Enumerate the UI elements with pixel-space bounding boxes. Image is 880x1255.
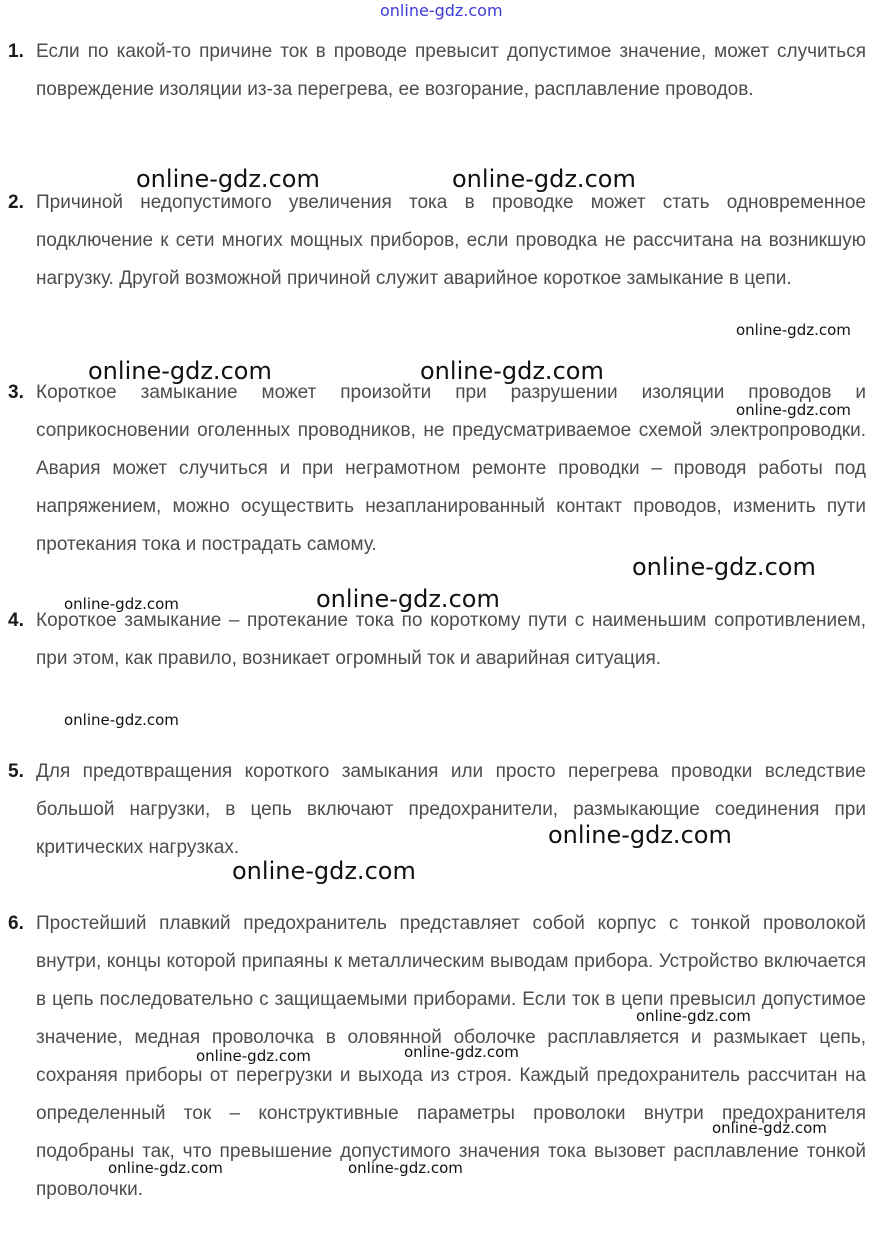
item-text: Причиной недопустимого увеличения тока в проводке может стать одновременное подключение к сети многих мощных приборов, если проводка не рассчитана на возникшую нагрузку. Другой возможной причиной служит аварийное короткое замыкание в цепи. — [36, 192, 866, 289]
watermark: online-gdz.com — [736, 321, 851, 339]
item-text: Короткое замыкание может произойти при разрушении изоляции проводов и соприкосновении оголенных проводников, не предусматриваемое схемой электропроводки. Авария может случиться и при неграмотном ремонте проводки – проводя работы под напряжением, можно осуществить незапланированный контакт проводов, изменить пути протекания тока и пострадать самому. — [36, 382, 866, 555]
watermark: online-gdz.com — [64, 595, 179, 613]
watermark: online-gdz.com — [348, 1159, 463, 1177]
answer-item-1 — [8, 33, 866, 109]
item-number: 4. — [8, 610, 24, 631]
item-text: Для предотвращения короткого замыкания или просто перегрева проводки вследствие большой нагрузки, в цепь включают предохранители, размыкающие соединения при критических нагрузках. — [36, 761, 866, 858]
watermark: online-gdz.com — [736, 401, 851, 419]
watermark: online-gdz.com — [712, 1119, 827, 1137]
item-number: 1. — [8, 41, 24, 62]
watermark: online-gdz.com — [196, 1047, 311, 1065]
watermark: online-gdz.com — [452, 165, 636, 193]
item-number: 3. — [8, 382, 24, 403]
item-text: Если по какой-то причине ток в проводе превысит допустимое значение, может случиться повреждение изоляции из-за перегрева, ее возгорание, расплавление проводов. — [36, 41, 866, 100]
item-number: 5. — [8, 761, 24, 782]
watermark: online-gdz.com — [232, 857, 416, 885]
watermark: online-gdz.com — [548, 821, 732, 849]
item-number: 2. — [8, 192, 24, 213]
watermark: online-gdz.com — [88, 357, 272, 385]
item-text: Простейший плавкий предохранитель представляет собой корпус с тонкой проволокой внутри, концы которой припаяны к металлическим выводам прибора. Устройство включается в цепь последовательно с защищаемыми приборами. Если ток в цепи превысил допустимое значение, медная проволочка в оловянной оболочке расплавляется и размыкает цепь, сохраняя приборы от перегрузки и выхода из строя. Каждый предохранитель рассчитан на определенный ток – конструктивные параметры проволоки внутри предохранителя подобраны так, что превышение допустимого значения тока вызовет расплавление тонкой проволочки. — [36, 913, 866, 1200]
watermark: online-gdz.com — [64, 711, 179, 729]
watermark: online-gdz.com — [136, 165, 320, 193]
watermark: online-gdz.com — [420, 357, 604, 385]
answer-item-2 — [8, 184, 866, 298]
answer-item-5 — [8, 753, 866, 867]
answer-item-4 — [8, 602, 866, 678]
watermark: online-gdz.com — [636, 1007, 751, 1025]
watermark: online-gdz.com — [108, 1159, 223, 1177]
item-text: Короткое замыкание – протекание тока по короткому пути с наименьшим сопротивлением, при этом, как правило, возникает огромный ток и аварийная ситуация. — [36, 610, 866, 669]
watermark: online-gdz.com — [632, 553, 816, 581]
watermark-top: online-gdz.com — [380, 1, 503, 20]
item-number: 6. — [8, 913, 24, 934]
watermark: online-gdz.com — [404, 1043, 519, 1061]
watermark: online-gdz.com — [316, 585, 500, 613]
